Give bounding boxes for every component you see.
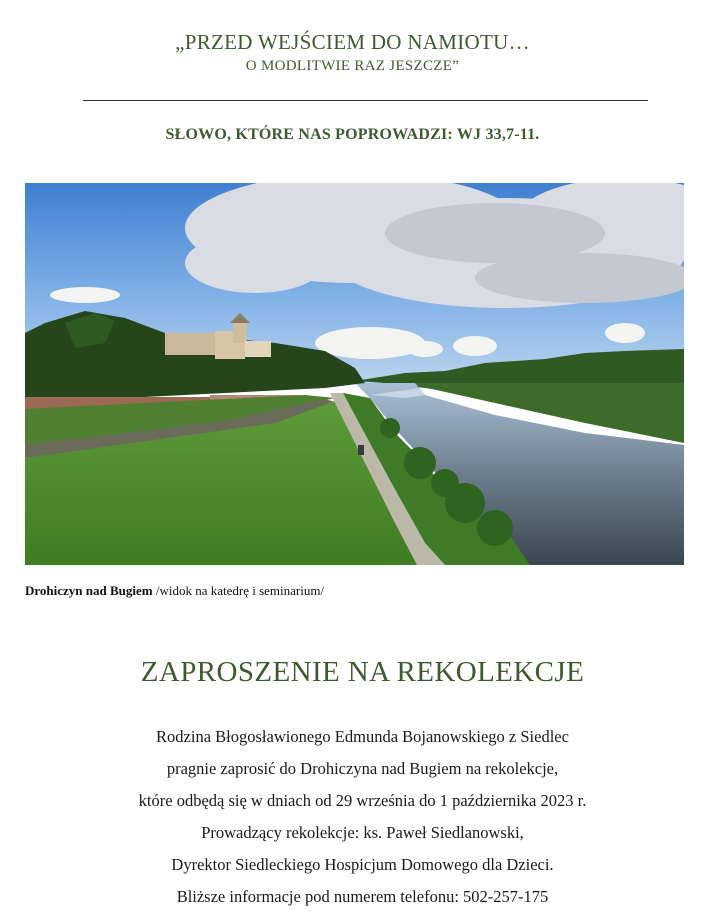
scripture-verse: SŁOWO, KTÓRE NAS POPROWADZI: WJ 33,7-11. xyxy=(165,126,540,143)
invitation-line-1: Rodzina Błogosławionego Edmunda Bojanowskiego z Siedlec xyxy=(156,727,569,746)
invitation-line-2: pragnie zaprosić do Drohiczyna nad Bugiem na rekolekcje, xyxy=(166,759,559,778)
invitation-line-5: Dyrektor Siedleckiego Hospicjum Domowego dla Dzieci. xyxy=(171,855,554,874)
photo-caption xyxy=(25,583,324,599)
invitation-line-4: Prowadzący rekolekcje: ks. Paweł Siedlanowski, xyxy=(201,823,524,842)
caption-place: Drohiczyn nad Bugiem xyxy=(25,583,153,598)
drohiczyn-river-photo xyxy=(25,183,684,565)
caption-description: /widok na katedrę i seminarium/ xyxy=(152,583,325,598)
title-divider xyxy=(83,100,648,101)
page-subtitle: O MODLITWIE RAZ JESZCZE” xyxy=(245,58,460,74)
invitation-heading: ZAPROSZENIE NA REKOLEKCJE xyxy=(140,656,585,688)
page-title: „PRZED WEJŚCIEM DO NAMIOTU… xyxy=(175,30,530,54)
invitation-line-6: Bliższe informacje pod numerem telefonu: 502-257-175 xyxy=(176,887,549,906)
invitation-line-3: które odbędą się w dniach od 29 września do 1 października 2023 r. xyxy=(138,791,587,810)
